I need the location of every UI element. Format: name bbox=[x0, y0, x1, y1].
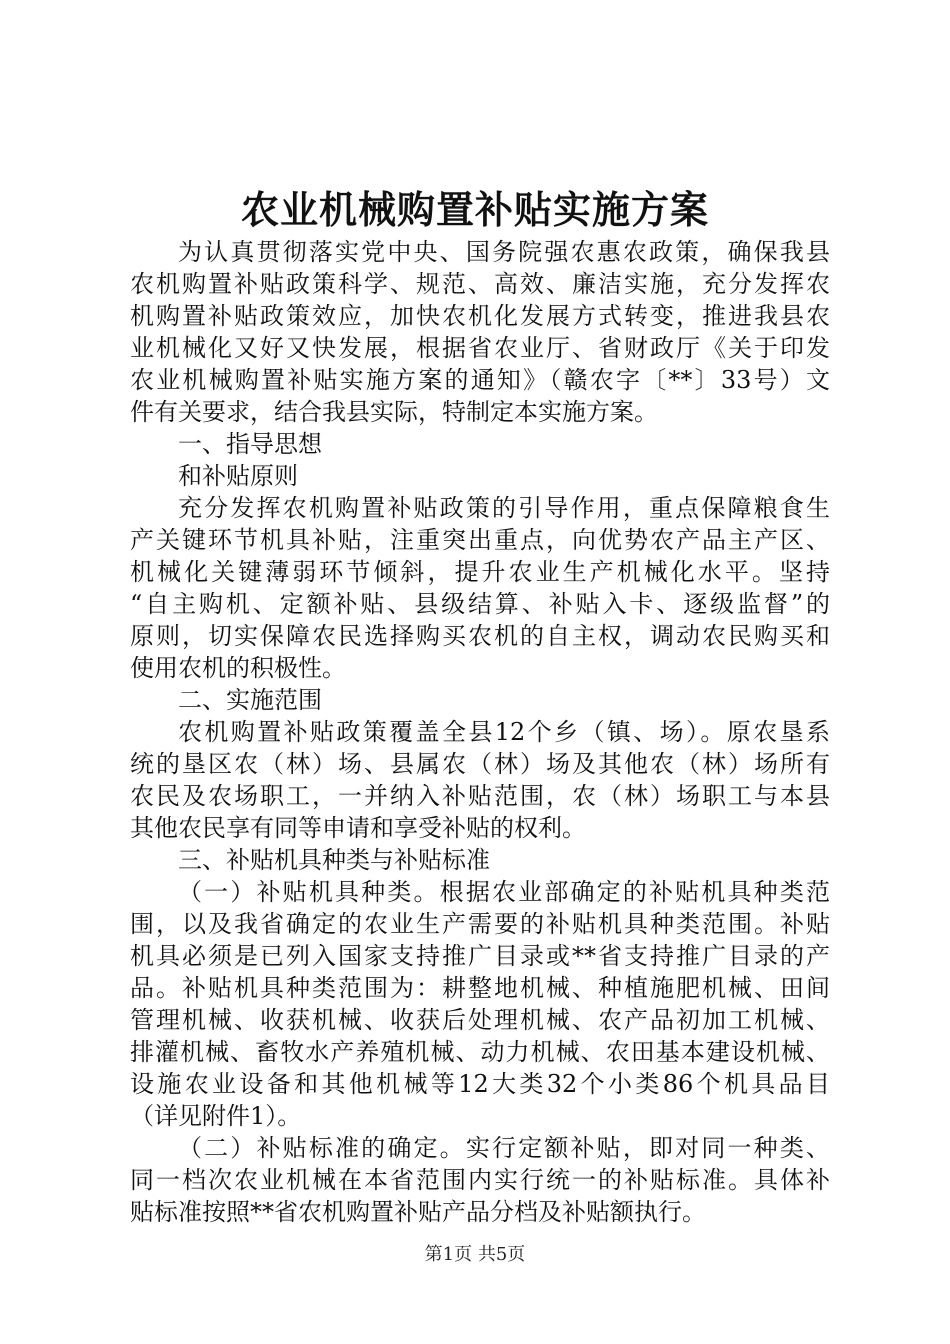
paragraph-line: 设施农业设备和其他机械等12大类32个小类86个机具品目 bbox=[130, 1070, 830, 1098]
paragraph-line: 同一档次农业机械在本省范围内实行统一的补贴标准。具体补 bbox=[130, 1166, 830, 1194]
paragraph-line: 机购置补贴政策效应，加快农机化发展方式转变，推进我县农 bbox=[130, 302, 830, 330]
paragraph-line: 件有关要求，结合我县实际，特制定本实施方案。 bbox=[130, 398, 658, 426]
paragraph-line: 机械化关键薄弱环节倾斜，提升农业生产机械化水平。坚持 bbox=[130, 558, 830, 586]
paragraph-line: 管理机械、收获机械、收获后处理机械、农产品初加工机械、 bbox=[130, 1006, 830, 1034]
section-heading: 二、实施范围 bbox=[178, 686, 322, 714]
paragraph-line: 业机械化又好又快发展，根据省农业厅、省财政厅《关于印发 bbox=[130, 334, 830, 362]
paragraph-line: 产关键环节机具补贴，注重突出重点，向优势农产品主产区、 bbox=[130, 526, 830, 554]
paragraph-line: 统的垦区农（林）场、县属农（林）场及其他农（林）场所有 bbox=[130, 750, 830, 778]
paragraph-line: 农机购置补贴政策覆盖全县12个乡（镇、场）。原农垦系 bbox=[178, 718, 830, 746]
section-heading: 和补贴原则 bbox=[178, 462, 298, 490]
paragraph-line: 其他农民享有同等申请和享受补贴的权利。 bbox=[130, 814, 586, 842]
paragraph-line: 品。补贴机具种类范围为：耕整地机械、种植施肥机械、田间 bbox=[130, 974, 830, 1002]
paragraph-line: “自主购机、定额补贴、县级结算、补贴入卡、逐级监督”的 bbox=[130, 590, 830, 618]
paragraph-line: 农业机械购置补贴实施方案的通知》（赣农字〔**〕33号）文 bbox=[130, 366, 830, 394]
page-footer: 第1页 共5页 bbox=[424, 1244, 526, 1265]
paragraph-line: 排灌机械、畜牧水产养殖机械、动力机械、农田基本建设机械、 bbox=[130, 1038, 830, 1066]
paragraph-line: 使用农机的积极性。 bbox=[130, 654, 346, 682]
paragraph-line: 农民及农场职工，一并纳入补贴范围，农（林）场职工与本县 bbox=[130, 782, 830, 810]
section-heading: 一、指导思想 bbox=[178, 430, 322, 458]
section-heading: 三、补贴机具种类与补贴标准 bbox=[178, 846, 490, 874]
paragraph-line: （二）补贴标准的确定。实行定额补贴，即对同一种类、 bbox=[178, 1134, 830, 1162]
paragraph-line: 机具必须是已列入国家支持推广目录或**省支持推广目录的产 bbox=[130, 942, 830, 970]
paragraph-line: 围，以及我省确定的农业生产需要的补贴机具种类范围。补贴 bbox=[130, 910, 830, 938]
paragraph-line: （一）补贴机具种类。根据农业部确定的补贴机具种类范 bbox=[178, 878, 830, 906]
paragraph-line: （详见附件1）。 bbox=[130, 1102, 302, 1130]
paragraph-line: 为认真贯彻落实党中央、国务院强农惠农政策，确保我县 bbox=[178, 238, 830, 266]
paragraph-line: 原则，切实保障农民选择购买农机的自主权，调动农民购买和 bbox=[130, 622, 830, 650]
paragraph-line: 贴标准按照**省农机购置补贴产品分档及补贴额执行。 bbox=[130, 1198, 706, 1226]
paragraph-line: 充分发挥农机购置补贴政策的引导作用，重点保障粮食生 bbox=[178, 494, 830, 522]
paragraph-line: 农机购置补贴政策科学、规范、高效、廉洁实施，充分发挥农 bbox=[130, 270, 830, 298]
document-title: 农业机械购置补贴实施方案 bbox=[240, 187, 709, 232]
